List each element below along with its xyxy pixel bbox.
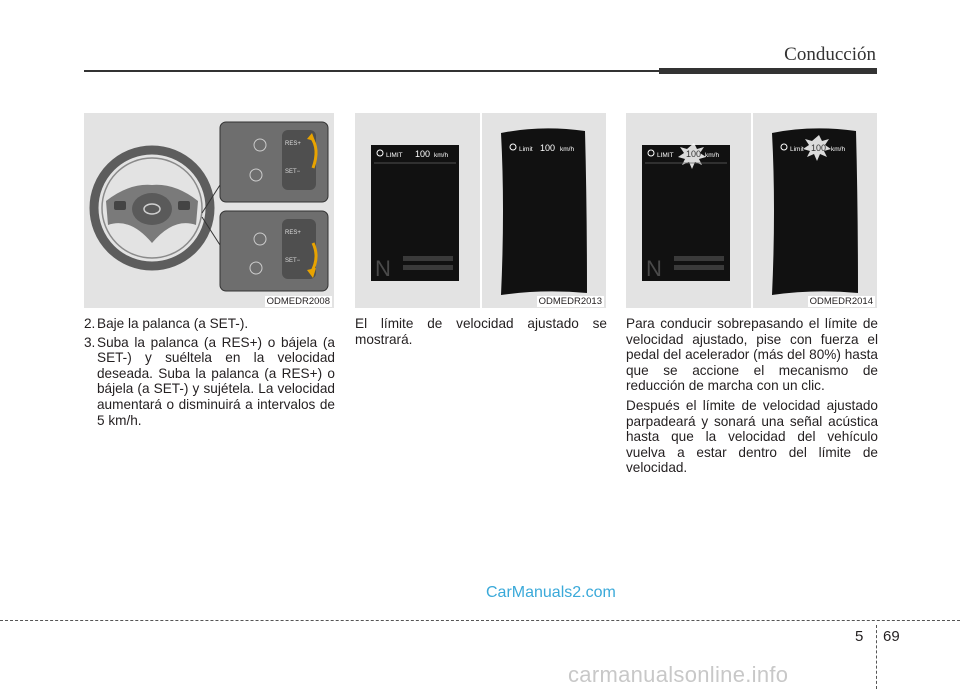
list-item-2: [84, 316, 335, 332]
column-2: [355, 316, 607, 351]
col3-paragraph-2: Después el límite de velocidad ajustado parpadeará y sonará una señal acústica hasta que la velocidad del vehículo vuelva a estar dentro del límite de velocidad.: [626, 397, 878, 476]
footer-dashed-rule: [0, 620, 960, 621]
column-1: [84, 316, 335, 431]
list-item-2-text: Baje la palanca (a SET-).: [97, 316, 249, 331]
speed-value-c: 100: [686, 149, 702, 159]
limit-label-c: LIMIT: [657, 152, 674, 159]
page-number: 69: [883, 628, 900, 645]
figure-cluster-display: [355, 113, 606, 308]
unit-label-a: km/h: [434, 152, 449, 159]
page-header-title: Conducción: [784, 44, 876, 65]
speed-value-a: 100: [415, 149, 431, 159]
col2-paragraph-1: El límite de velocidad ajustado se mostrará.: [355, 316, 607, 347]
list-item-3: [84, 335, 335, 429]
cluster-display-illustration: [355, 113, 606, 308]
col3-paragraph-1: Para conducir sobrepasando el límite de velocidad ajustado, pise con fuerza el pedal del acelerador (más del 80%) hasta que se accione el mecanismo de reducción de marcha con un clic.: [626, 316, 878, 394]
set-label-bottom: SET−: [285, 258, 301, 264]
list-item-2-number: 2.: [84, 316, 96, 331]
page-number-divider: [876, 625, 877, 689]
column-3: [626, 316, 878, 480]
steering-wheel-illustration: [84, 113, 334, 308]
footer-watermark: carmanualsonline.info: [568, 662, 789, 687]
gear-indicator-c: N: [646, 256, 662, 281]
figure-cluster-flash: [626, 113, 877, 308]
unit-label-c: km/h: [705, 152, 720, 159]
figure-code-2: ODMEDR2013: [538, 296, 602, 307]
figure-code-3: ODMEDR2014: [809, 296, 873, 307]
figure-steering-wheel: [84, 113, 334, 308]
res-label-bottom: RES+: [285, 230, 301, 236]
limit-label-d: Limit: [790, 146, 804, 153]
set-label-top: SET−: [285, 169, 301, 175]
speed-value-b: 100: [540, 143, 556, 153]
cluster-flash-illustration: [626, 113, 877, 308]
header-rule-thin: [84, 70, 659, 72]
speed-value-d: 100: [811, 143, 827, 153]
unit-label-b: km/h: [560, 146, 575, 153]
gear-indicator-a: N: [375, 256, 391, 281]
list-item-3-number: 3.: [84, 334, 96, 350]
list-item-3-text: Suba la palanca (a RES+) o bájela (a SET-) y suéltela en la velocidad deseada. Suba la palanca (a RES+) o bájela (a SET-) y sujétela. La velocidad aumentará o disminuirá a intervalos de 5 km/h.: [97, 334, 335, 428]
limit-label-b: Limit: [519, 146, 533, 153]
figure-code-1: ODMEDR2008: [266, 296, 330, 307]
unit-label-d: km/h: [831, 146, 846, 153]
res-label-top: RES+: [285, 141, 301, 147]
header-rule-thick: [659, 68, 877, 74]
limit-label-a: LIMIT: [386, 152, 403, 159]
section-number: 5: [855, 628, 864, 645]
watermark-link[interactable]: CarManuals2.com: [486, 584, 616, 601]
